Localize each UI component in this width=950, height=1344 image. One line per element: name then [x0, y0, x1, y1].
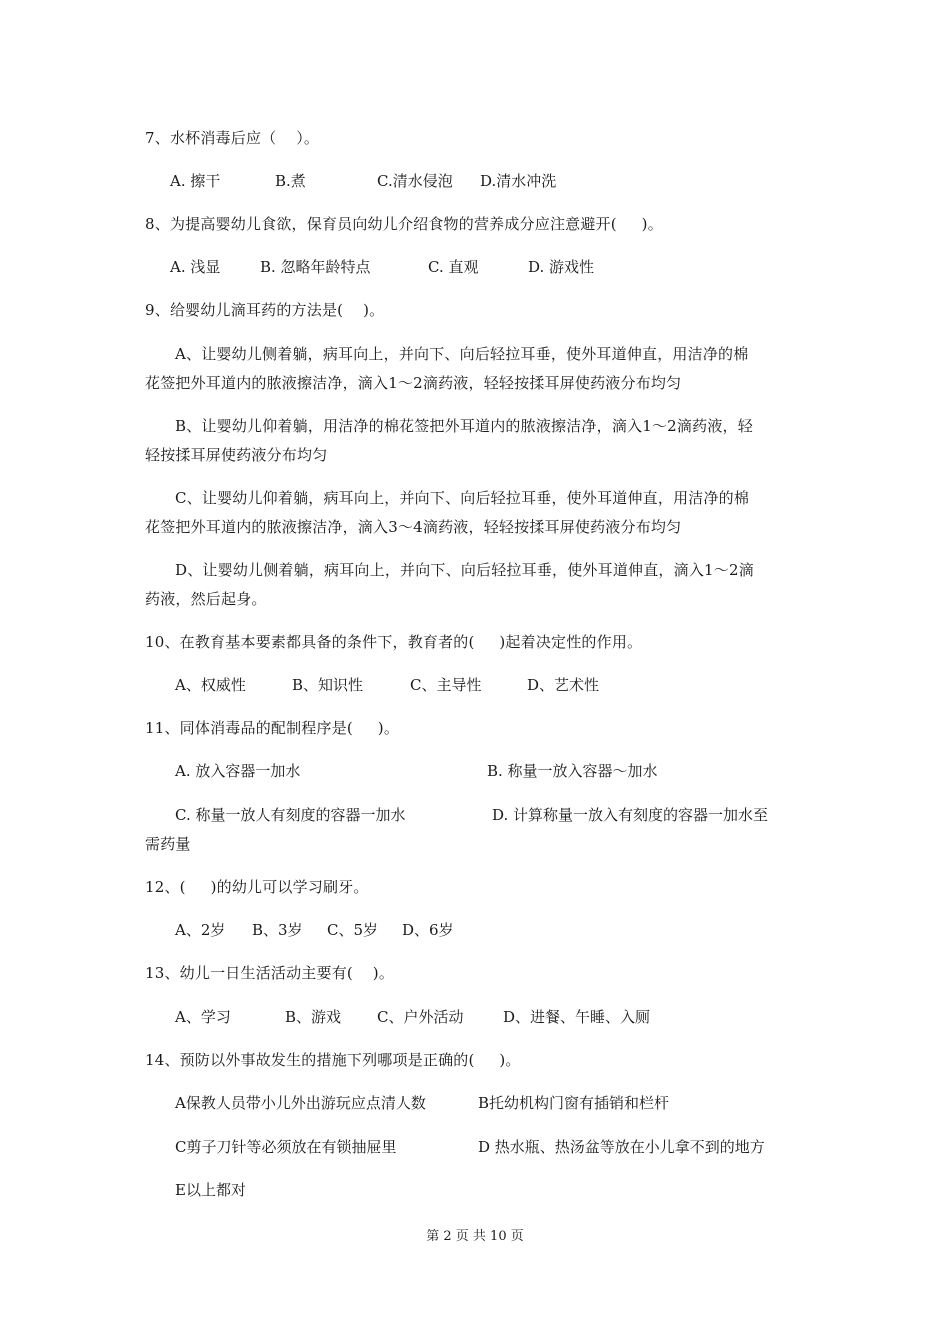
question-10-option-a: A、权威性: [175, 676, 246, 694]
question-7-option-c: C.清水侵泡: [377, 172, 453, 190]
question-7-option-a: A. 擦干: [170, 172, 221, 190]
question-9-option-c-line1: C、让婴幼儿仰着躺，病耳向上，并向下、向后轻拉耳垂，使外耳道伸直，用洁净的棉: [175, 489, 750, 507]
question-9-option-a-line1: A、让婴幼儿侧着躺，病耳向上，并向下、向后轻拉耳垂，使外耳道伸直，用洁净的棉: [175, 345, 749, 363]
question-10-option-d: D、艺术性: [527, 676, 600, 694]
question-9-option-c-line2: 花签把外耳道内的脓液擦洁净，滴入3～4滴药液，轻轻按揉耳屏使药液分布均匀: [145, 518, 682, 536]
question-8-option-d: D. 游戏性: [528, 258, 595, 276]
question-13-option-b: B、游戏: [285, 1008, 342, 1026]
question-8-option-c: C. 直观: [428, 258, 479, 276]
question-7-option-b: B.煮: [275, 172, 306, 190]
page-footer: 第 2 页 共 10 页: [426, 1229, 524, 1244]
question-9-stem: 9、给婴幼儿滴耳药的方法是( )。: [145, 301, 385, 319]
question-14-option-a: A保教人员带小儿外出游玩应点清人数: [175, 1094, 426, 1112]
question-11-option-a: A. 放入容器一加水: [175, 762, 301, 780]
question-8-stem: 8、为提高婴幼儿食欲，保育员向幼儿介绍食物的营养成分应注意避开( )。: [145, 215, 663, 233]
question-14-option-e: E以上都对: [175, 1181, 246, 1199]
question-11-option-d-line2: 需药量: [145, 835, 191, 853]
question-9-option-a-line2: 花签把外耳道内的脓液擦洁净，滴入1～2滴药液，轻轻按揉耳屏使药液分布均匀: [145, 374, 682, 392]
question-13-option-a: A、学习: [175, 1008, 231, 1026]
question-11-stem: 11、同体消毒品的配制程序是( )。: [145, 719, 400, 737]
question-12-option-b: B、3岁: [252, 921, 303, 939]
question-9-option-b-line2: 轻按揉耳屏使药液分布均匀: [145, 446, 328, 464]
question-10-option-b: B、知识性: [292, 676, 364, 694]
question-11-option-c: C. 称量一放人有刻度的容器一加水: [175, 806, 406, 824]
question-11-option-d-line1: D. 计算称量一放入有刻度的容器一加水至: [492, 806, 769, 824]
question-13-stem: 13、幼儿一日生活活动主要有( )。: [145, 964, 395, 982]
question-12-option-c: C、5岁: [327, 921, 379, 939]
question-9-option-d-line2: 药液，然后起身。: [145, 590, 267, 608]
question-13-option-d: D、进餐、午睡、入厕: [503, 1008, 651, 1026]
question-14-option-b: B托幼机构门窗有插销和栏杆: [478, 1094, 670, 1112]
question-9-option-d-line1: D、让婴幼儿侧着躺，病耳向上，并向下、向后轻拉耳垂，使外耳道伸直，滴入1～2滴: [175, 561, 754, 579]
question-8-option-b: B. 忽略年龄特点: [260, 258, 371, 276]
question-9-option-b-line1: B、让婴幼儿仰着躺，用洁净的棉花签把外耳道内的脓液擦洁净，滴入1～2滴药液，轻: [175, 417, 753, 435]
question-7-stem: 7、水杯消毒后应（ ）。: [145, 129, 320, 147]
question-10-stem: 10、在教育基本要素都具备的条件下，教育者的( )起着决定性的作用。: [145, 633, 643, 651]
question-10-option-c: C、主导性: [410, 676, 482, 694]
question-12-option-d: D、6岁: [402, 921, 454, 939]
question-14-option-c: C剪子刀针等必须放在有锁抽屉里: [175, 1138, 397, 1156]
question-14-stem: 14、预防以外事故发生的措施下列哪项是正确的( )。: [145, 1051, 521, 1069]
question-12-option-a: A、2岁: [175, 921, 226, 939]
question-12-stem: 12、( )的幼儿可以学习刷牙。: [145, 878, 369, 896]
question-8-option-a: A. 浅显: [170, 258, 221, 276]
question-13-option-c: C、户外活动: [377, 1008, 464, 1026]
question-11-option-b: B. 称量一放入容器～加水: [487, 762, 658, 780]
question-7-option-d: D.清水冲洗: [480, 172, 557, 190]
question-14-option-d: D 热水瓶、热汤盆等放在小儿拿不到的地方: [478, 1138, 765, 1156]
